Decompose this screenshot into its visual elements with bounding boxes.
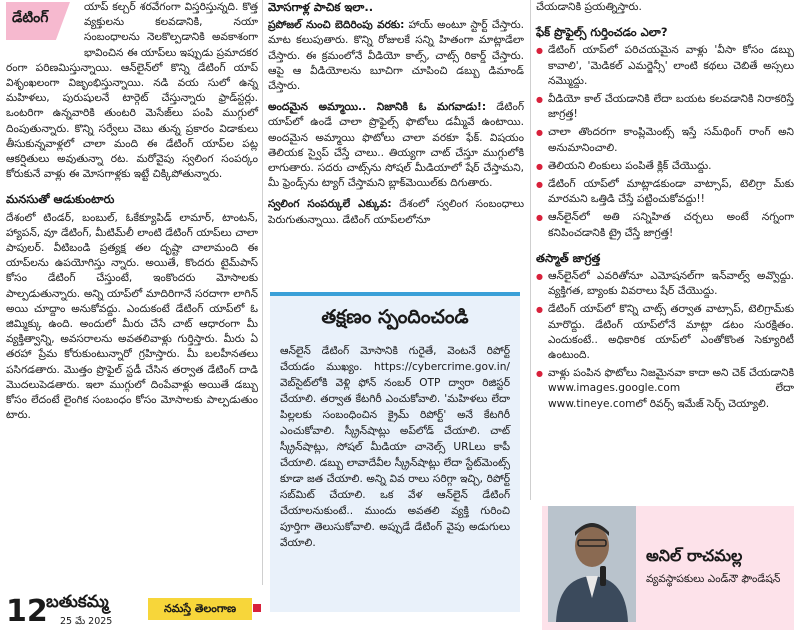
paragraph-proposal [268, 18, 524, 94]
issue-date: 25 మే 2025 [60, 616, 113, 627]
list-item: ● ఆన్‌లైన్‌లో అతి సన్నిహిత చర్చలు అంటే నగ్నంగా కనిపించడానికి ట్రై చేస్తే జాగ్రత్త! [536, 210, 794, 240]
subheading-fraud-tactics: మోసగాళ్ల పాచిక ఇలా.. [268, 0, 374, 14]
section-tag-label: డేటింగ్ [12, 10, 49, 26]
article-column-3 [536, 0, 794, 415]
paragraph-same-sex [268, 197, 524, 227]
author-name: అనిల్ రాచమల్ల [646, 546, 743, 565]
author-block [542, 506, 794, 630]
subheading-mind-games: మనసుతో ఆడుకుంటారు [6, 192, 115, 207]
section-tag [6, 2, 76, 44]
paragraph-fake-girl [268, 100, 524, 191]
newspaper-name: నమస్తే తెలంగాణ [148, 598, 252, 620]
box-title: తక్షణం స్పందించండి [321, 306, 469, 328]
page-number: 12 [6, 594, 48, 629]
text-same-sex: దేశంలో స్వలింగ సంబంధాలు పెరుగుతున్నాయి. డేటింగ్ యాప్‌లలోనూ [268, 198, 524, 226]
paragraph-popular-apps: దేశంలో టిండర్, బంబుల్, ఓకేక్యూపిడ్ లామార్, టాంటన్, హ్యాపన్, వూ డేటింగ్, మీటిమ్‌లీ లాంటి డేటింగ్ యాప్‌లు చాలా పాపులర్. వీటిబండి ప్రత్యక్ష తల దృష్టా చాలామంది ఈ యాప్‌లను ఉపయోగిస్తు న్నారు. అయితే, కొందరు టైమ్‌పాస్ కోసం డేటింగ్ చేస్తుంటే, ఇంకొందరు మోసాలకు పాల్పడుతున్నారు. అన్ని యాప్‌లో మాదిరిగానే సరదాగా లాగిన్ అయి చూద్దాం అనుకోవద్దు. ఎందుకంటే డేటింగ్ యాప్‌లో ఓ జిమ్మిక్కు ఉంది. అందులో మీరు చేసే చాట్ ఆధారంగా మీ వ్యక్తిత్వాన్ని, అవసరాలను అవతలివాళ్లు గుర్తిస్తారు. మీరు ఏ తరహా ప్రేమ కోరుకుంటున్నారో గ్రహిస్తారు. మీ బలహీనతలు పసిగడతారు. మొత్తం ప్రొఫైల్ స్టడీ చేసిన తర్వాత డేటింగ్ దాడి మొదలుపెడతారు. ఇలా ముగ్గులో దింపేవాళ్లు అయితే డబ్బు కోసం లేదంటే లైంగిక సంబంధం కోసం మోసాలకు పాల్పడుతుం టారు. [6, 211, 258, 422]
column-rule-1 [262, 0, 263, 585]
text-proposal: హాయ్ అంటూ స్టార్ట్ చేస్తారు. మాట కలుపుతారు. కొన్ని రోజులకే సన్ని హితంగా మాట్లాడేలా చేస్తారు. ఈ క్రమంలోనే వీడియో కాల్స్, చాట్స్ రికార్డ్ చేస్తారు. ఆపై ఆ వీడియోలను బూచిగా చూపించి డబ్బు డిమాండ్ చేస్తారు. [268, 19, 524, 93]
article-column-1 [6, 0, 258, 429]
supplement-name: బతుకమ్మ [46, 592, 109, 612]
box-body: ఆన్‌లైన్ డేటింగ్ మోసానికి గురైతే, వెంటనే రిపోర్ట్ చేయడం ముఖ్యం. https://cybercrime.gov.in/ వెబ్‌సైట్‌లోకి వెళ్లి ఫోన్ నంబర్ OTP ద్వారా రిజిస్టర్ చేయాలి. తర్వాత కేటగిరీ ఎంచుకోవాలి. 'మహిళలు లేదా పిల్లలకు సంబంధించిన క్రైమ్ రిపోర్ట్' అనే కేటగిరీ ఎంచుకోవాలి. స్క్రీన్‌షాట్లు అప్‌లోడ్ చేయాలి. చాట్ స్క్రీన్‌షాట్లు, సోషల్ మీడియా చానెల్స్ URLలు కాపీ చేయాలి. డబ్బు లావాదేవీల స్క్రీన్‌షాట్లు లేదా స్టేట్‌మెంట్స్ కూడా జత చేయాలి. అన్ని వివ రాలు సరిగ్గా ఇచ్చి, రిపోర్ట్ సబ్‌మిట్ చేయాలి. ఒక వేళ ఆన్‌లైన్ డేటింగ్ చేయాలనుకుంటే.. ముందు అవతలి వ్యక్తి గురించి పూర్తిగా తెలుసుకోవాలి. అప్పుడే డేటింగ్ వైపు అడుగులు వేయాలి. [280, 345, 510, 549]
subheading-fake-profiles: ఫేక్ ప్రొఫైల్స్ గుర్తించడం ఎలా? [536, 25, 668, 40]
subheading-beware: తస్మాత్ జాగ్రత్త [536, 250, 601, 265]
text-fake-girl: డేటింగ్ యాప్‌లో ఉండే చాలా ప్రొఫైల్స్ ఫొటోలు డమ్మీవే ఉంటాయి. అందమైన అమ్మాయి ఫొటోలు చాలా వరకూ ఫేక్. విషయం తెలియక స్వైప్ చేస్తే చాలు.. తియ్యగా చాట్ చేస్తూ ముగ్గులోకి లాగుతారు. సదరు చాట్స్‌ను సోషల్ మీడియాలో షేర్ చేస్తామని, మీ ఫ్రెండ్స్‌ను ట్యాగ్ చేస్తామని బ్లాక్‌మెయిల్‌కు దిగుతారు. [268, 101, 524, 190]
list-item: ● తెలియని లింకులు పంపితే క్లిక్ చేయొద్దు. [536, 159, 794, 174]
fake-profile-tips [536, 43, 794, 240]
list-item: ● వీడియో కాల్ చేయడానికి లేదా బయట కలవడానికి నిరాకరిస్తే జాగ్రత్త! [536, 92, 794, 122]
page-footer [0, 586, 262, 634]
list-item: ● డేటింగ్ యాప్‌లో పరిచయమైన వాళ్లు 'వీసా కోసం డబ్బు కావాలి', 'మెడికల్ ఎమర్జెన్సీ' లాంటి కథలు చెబితే అస్సలు నమ్మొద్దు. [536, 43, 794, 89]
respond-immediately-box [270, 292, 520, 612]
list-item: ● చాలా తొందరగా కాంప్లిమెంట్స్ ఇస్తే సమ్‌థింగ్ రాంగ్ అని అనుమానించాలి. [536, 125, 794, 155]
lead-same-sex: స్వలింగ సంపర్కులే ఎక్కువ: [268, 198, 392, 211]
person-icon [548, 506, 636, 622]
square-mark-icon [253, 604, 261, 612]
beware-tips [536, 269, 794, 412]
list-item: ● డేటింగ్ యాప్‌లో కొన్ని చాట్స్ తర్వాత వాట్సాప్, టెలిగ్రామ్‌కు మారొద్దు. డేటింగ్ యాప్‌లోనే మాట్లా డటం సురక్షితం. ఎందుకంటే.. అధికారిక యాప్‌లో ఎంతోకొంత సెక్యూరిటీ ఉంటుంది. [536, 302, 794, 363]
author-role: వ్యవస్థాపకులు ఎండ్‌నౌ ఫౌండేషన్ [646, 573, 781, 585]
intro-paragraph: యాప్ కల్చర్ శరవేగంగా విస్తరిస్తున్నది. కొత్త వ్యక్తులను కలవడానికి, నయా సంబంధాలను నెలకొల్పడానికి అవకాశంగా భావించిన ఈ యాప్‌లు ఇప్పుడు ప్రమాదకర రంగా పరిణమిస్తున్నాయి. ఆన్‌లైన్‌లో కొన్ని డేటింగ్ యాప్ విశృంఖలంగా విజృంభిస్తున్నాయి. నడి వయ సులో ఉన్న మహిళలు, పురుషులనే టార్గెట్ చేస్తున్నారు ఫ్రాడ్‌స్టర్లు. ఒంటరిగా ఉన్నవారికి తుంటరి మెసేజ్‌లు పంపి ముగ్గులో దింపుతున్నారు. కొన్ని సర్వేలు చెబు తున్న ప్రకారం విడాకులు తీసుకున్నవాళ్లలో చాలా మంది ఈ డేటింగ్ యాప్‌ల పట్ల ఆకర్షితులు అవుతున్నా రట. మరోవైపు స్వలింగ సంపర్కం కోరుకునే వాళ్లు ఈ మోసగాళ్లకు ఇట్టే చిక్కిపోతున్నారు. [6, 1, 258, 181]
list-item: ● వాళ్లు పంపిన ఫొటోలు నిజమైనవా కాదా అని చెక్ చేయడానికి www.images.google.com లేదా www.tineye.comలో రివర్స్ ఇమేజ్ సెర్చ్ చెయ్యాలి. [536, 366, 794, 412]
article-column-2 [268, 0, 524, 234]
list-item: ● ఆన్‌లైన్‌లో ఎవరితోనూ ఎమోషనల్‌గా ఇన్‌వాల్వ్ అవ్వొద్దు. వ్యక్తిగత, బ్యాంకు వివరాలు షేర్ చేయొద్దు. [536, 269, 794, 299]
continued-text: చేయడానికి ప్రయత్నిస్తారు. [536, 1, 642, 13]
author-photo [548, 506, 636, 622]
list-item: ● డేటింగ్ యాప్‌లో మాట్లాడకుండా వాట్సాప్, టెలిగ్రా మ్‌కు మారమని ఒత్తిడి చేస్తే పట్టించుకోవద్దు!! [536, 177, 794, 207]
column-rule-2 [530, 0, 531, 500]
lead-fake-girl: అందమైన అమ్మాయి.. నిజానికి ఓ మగవాడు!: [268, 101, 487, 114]
lead-proposal: ప్రపోజల్ నుంచి బెదిరింపు వరకు: [268, 19, 405, 32]
